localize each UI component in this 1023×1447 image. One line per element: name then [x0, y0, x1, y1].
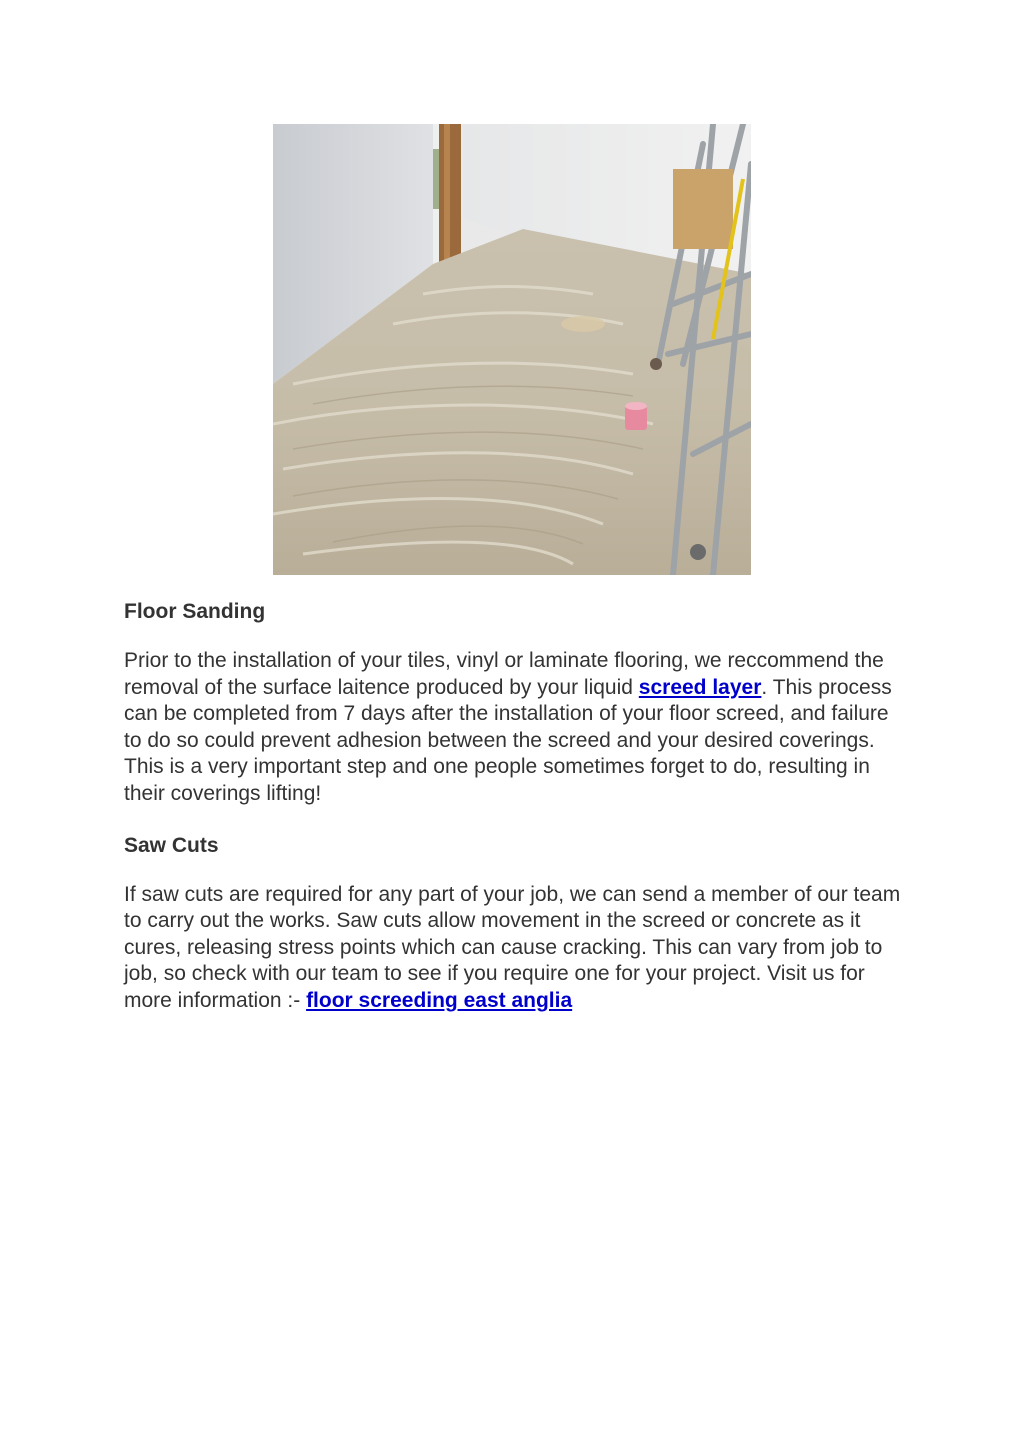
saw-cuts-paragraph [124, 882, 904, 1015]
floor-sanding-text-start: Prior to the installation of your tiles, vinyl or laminate flooring, we reccommend the removal of the surface laitence produced by your liquid [124, 649, 884, 699]
floor-screed-photo [273, 124, 751, 575]
article-content [124, 597, 904, 1015]
saw-cuts-heading: Saw Cuts [124, 833, 219, 857]
floor-sanding-heading: Floor Sanding [124, 600, 266, 623]
floor-screeding-east-anglia-link[interactable]: floor screeding east anglia [306, 988, 573, 1012]
floor-sanding-text-end: . This process can be completed from 7 days after the installation of your floor screed, and failure to do so could prevent adhesion between the screed and your desired coverings. This is a very important step and one people sometimes forget to do, resulting in their coverings lifting! [124, 675, 892, 805]
screed-layer-link[interactable]: screed layer [638, 675, 762, 699]
saw-cuts-text: If saw cuts are required for any part of your job, we can send a member of our team to carry out the works. Saw cuts allow movement in the screed or concrete as it cures, releasing stress points which can cause cracking. This can vary from job to job, so check with our team to see if you require one for your project. Visit us for more information :- [124, 882, 901, 1012]
floor-sanding-paragraph [124, 648, 904, 808]
